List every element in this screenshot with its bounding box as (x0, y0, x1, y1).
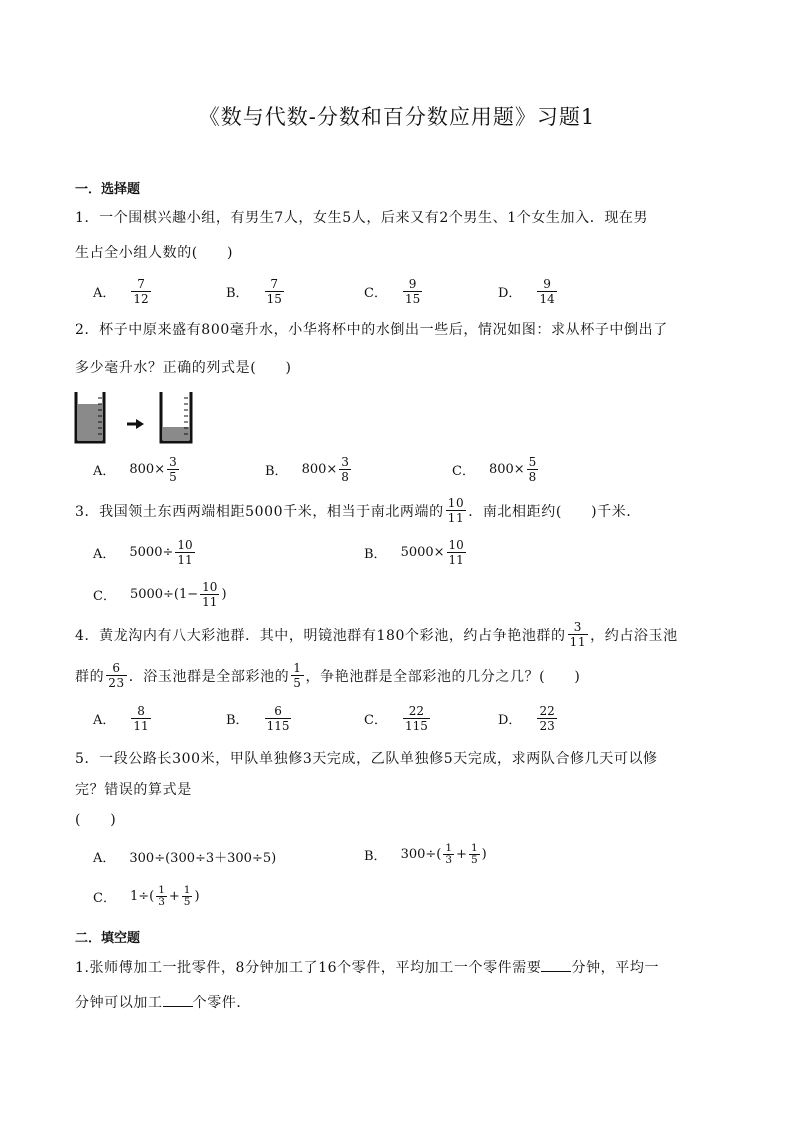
q4-option-b: B． $\frac{6}{115}$ (226, 704, 290, 733)
question-4-line1: 4．黄龙沟内有八大彩池群．其中，明镜池群有180个彩池，约占争艳池群的 $\frac{3}{11}$ ，约占浴玉池 (75, 620, 678, 649)
q4-option-d: D． $\frac{22}{23}$ (498, 704, 555, 733)
section-heading-fill: 二．填空题 (75, 931, 141, 946)
q2-option-c: C． 800× $\frac{5}{8}$ (452, 455, 537, 484)
q1-option-b: B． $\frac{7}{15}$ (226, 277, 282, 306)
answer-blank-2[interactable] (163, 992, 193, 1007)
fill-question-1-line2: 分钟可以加工 个零件． (75, 992, 251, 1012)
q1-option-d: D． $\frac{9}{14}$ (498, 277, 555, 306)
q1-option-c: C． $\frac{9}{15}$ (364, 277, 421, 306)
question-4-line2: 群的 $\frac{6}{23}$ ．浴玉池群是全部彩池的 $\frac{1}{5}$ ，争艳池群是全部彩池的几分之几？( ) (75, 661, 581, 690)
question-1-line1: 1．一个围棋兴趣小组，有男生7人，女生5人，后来又有2个男生、1个女生加入．现在男 (75, 210, 649, 226)
question-5-line3: ( ) (75, 812, 117, 828)
fill-question-1-line1: 1.张师傅加工一批零件，8分钟加工了16个零件，平均加工一个零件需要 分钟，平均一 (75, 957, 659, 977)
q4-option-a: A． $\frac{8}{11}$ (93, 704, 149, 733)
question-3-line1: 3．我国领土东西两端相距5000千米，相当于南北两端的 $\frac{10}{11}$ ．南北相距约( )千米． (75, 496, 641, 525)
section-heading-choice: 一．选择题 (75, 182, 141, 197)
q5-option-c: C． 1÷( $\frac{1}{3}$ + $\frac{1}{5}$ ) (93, 884, 200, 908)
question-2-line1: 2．杯子中原来盛有800毫升水，小华将杯中的水倒出一些后，情况如图：求从杯子中倒出了 (75, 322, 668, 338)
q3-option-a: A． 5000÷ $\frac{10}{11}$ (93, 538, 193, 567)
answer-blank-1[interactable] (541, 957, 571, 972)
q2-option-a: A． 800× $\frac{3}{5}$ (93, 455, 177, 484)
q1-option-a: A． $\frac{7}{12}$ (93, 277, 149, 306)
poured-cup-icon (161, 392, 191, 442)
question-5-line2: 完？错误的算式是 (75, 782, 192, 798)
q2-option-b: B． 800× $\frac{3}{8}$ (265, 455, 349, 484)
q5-option-a: A． 300÷(300÷3＋300÷5) (93, 851, 277, 866)
q4-option-c: C． $\frac{22}{115}$ (364, 704, 428, 733)
q3-option-b: B． 5000× $\frac{10}{11}$ (364, 538, 464, 567)
page-title: 《数与代数-分数和百分数应用题》习题1 (198, 105, 596, 129)
question-5-line1: 5．一段公路长300米，甲队单独修3天完成，乙队单独修5天完成，求两队合修几天可以修 (75, 751, 658, 767)
q5-option-b: B． 300÷( $\frac{1}{3}$ + $\frac{1}{5}$ ) (364, 842, 487, 866)
arrow-right-icon (127, 419, 144, 429)
q3-option-c: C． 5000÷(1− $\frac{10}{11}$ ) (93, 580, 227, 609)
question-2-line2: 多少毫升水？正确的列式是( ) (75, 360, 292, 376)
question-1-line2: 生占全小组人数的( ) (75, 245, 234, 261)
full-cup-icon (76, 392, 104, 442)
cup-figure (74, 386, 202, 446)
